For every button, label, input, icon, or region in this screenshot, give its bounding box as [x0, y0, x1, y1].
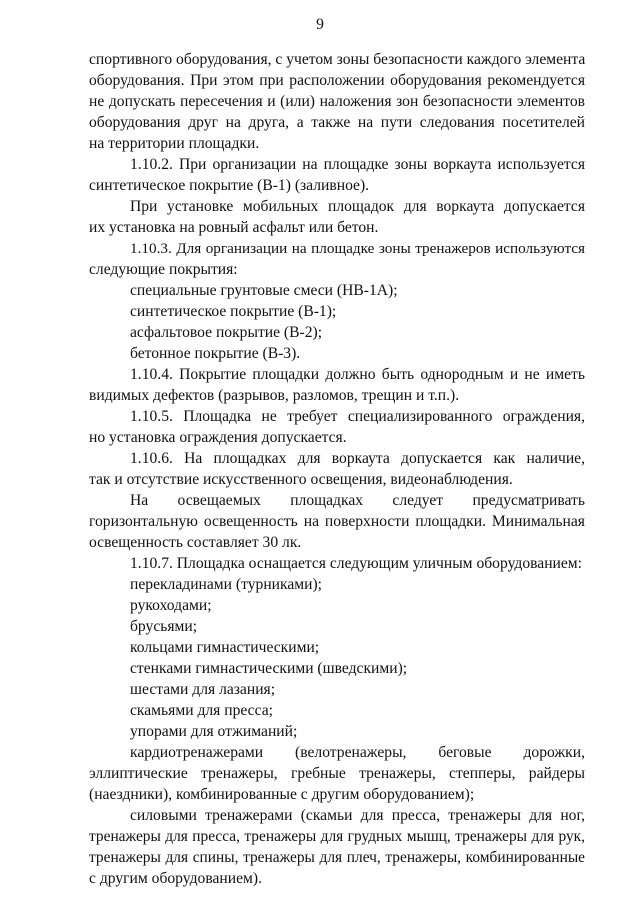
list-item: рукоходами;	[130, 597, 212, 614]
list-item: упорами для отжиманий;	[130, 723, 298, 740]
text-line: их установка на ровный асфальт или бетон.	[89, 219, 379, 236]
text-line: горизонтальную освещенность на поверхности площадки. Минимальная	[89, 513, 585, 530]
list-item: брусьями;	[130, 618, 198, 635]
list-item: синтетическое покрытие (В-1);	[130, 303, 337, 320]
list-item: бетонное покрытие (В-3).	[130, 345, 301, 362]
list-item: силовыми тренажерами (скамьи для пресса, тренажеры для ног,	[130, 807, 585, 824]
list-item: перекладинами (турниками);	[130, 576, 323, 593]
text-line: так и отсутствие искусственного освещения, видеонаблюдения.	[89, 471, 513, 488]
list-item: кольцами гимнастическими;	[130, 639, 320, 656]
text-line: но установка ограждения допускается.	[89, 429, 347, 446]
list-item: стенками гимнастическими (шведскими);	[130, 660, 408, 677]
text-line: с другим оборудованием).	[89, 870, 262, 887]
text-line: на территории площадки.	[89, 135, 260, 152]
list-item: скамьями для пресса;	[130, 702, 273, 719]
text-line: следующие покрытия:	[89, 261, 238, 278]
list-item: шестами для лазания;	[130, 681, 276, 698]
text-line: тренажеры для пресса, тренажеры для грудных мышц, тренажеры для рук,	[89, 828, 585, 845]
page-number: 9	[316, 16, 324, 33]
text-line: На освещаемых площадках следует предусматривать	[130, 492, 585, 509]
list-item: кардиотренажерами (велотренажеры, беговые дорожки,	[130, 744, 585, 761]
text-line: При установке мобильных площадок для воркаута допускается	[130, 198, 585, 215]
text-line: оборудования друг на друга, а также на пути следования посетителей	[89, 114, 585, 131]
text-line: 1.10.6. На площадках для воркаута допускается как наличие,	[130, 450, 585, 467]
list-item: асфальтовое покрытие (В-2);	[130, 324, 323, 341]
text-line: спортивного оборудования, с учетом зоны безопасности каждого элемента	[89, 51, 586, 68]
list-item: специальные грунтовые смеси (НВ-1А);	[130, 282, 398, 299]
text-line: 1.10.3. Для организации на площадке зоны тренажеров используются	[130, 240, 585, 257]
text-line: тренажеры для спины, тренажеры для плеч, тренажеры, комбинированные	[89, 849, 585, 866]
text-line: освещенность составляет 30 лк.	[89, 534, 302, 551]
text-line: синтетическое покрытие (В-1) (заливное).	[89, 177, 370, 194]
text-line: 1.10.2. При организации на площадке зоны воркаута используется	[130, 156, 585, 173]
text-line: видимых дефектов (разрывов, разломов, трещин и т.п.).	[89, 387, 460, 404]
text-line: 1.10.7. Площадка оснащается следующим уличным оборудованием:	[130, 555, 583, 572]
text-line: оборудования. При этом при расположении оборудования рекомендуется	[89, 72, 585, 89]
text-line: эллиптические тренажеры, гребные тренажеры, степперы, райдеры	[89, 765, 585, 782]
text-line: (наездники), комбинированные с другим оборудованием);	[89, 786, 475, 803]
text-line: не допускать пересечения и (или) наложения зон безопасности элементов	[89, 93, 585, 110]
text-line: 1.10.4. Покрытие площадки должно быть однородным и не иметь	[130, 366, 585, 383]
text-line: 1.10.5. Площадка не требует специализированного ограждения,	[130, 408, 585, 425]
